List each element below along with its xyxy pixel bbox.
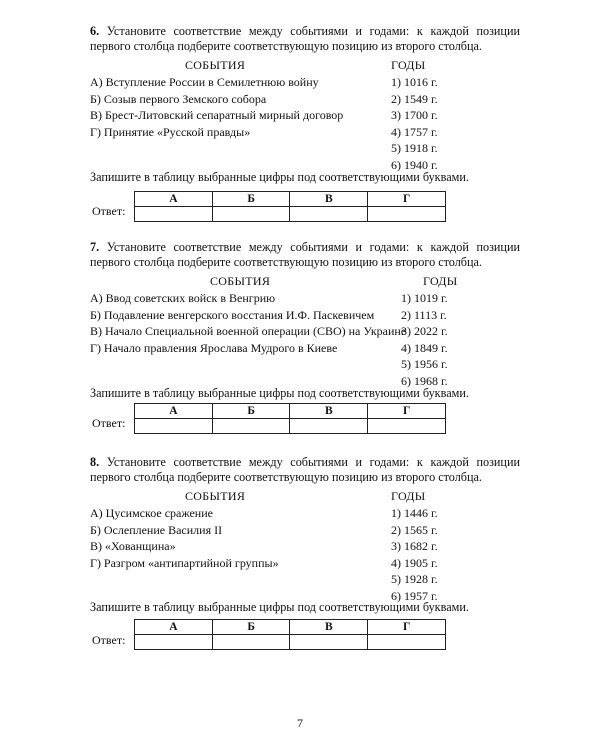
task-number: 6.: [90, 24, 100, 38]
answer-header: Б: [212, 192, 290, 207]
year-item: 3) 1682 г.: [391, 539, 438, 553]
task-7: [90, 240, 520, 430]
task-prompt: [90, 24, 520, 54]
answer-label: Ответ:: [92, 204, 126, 218]
event-item: А) Ввод советских войск в Венгрию: [90, 291, 276, 305]
answer-header: А: [135, 404, 213, 419]
years-list: [401, 290, 448, 389]
year-item: 2) 1113 г.: [401, 307, 447, 322]
answer-header: Б: [212, 620, 290, 635]
year-item: 4) 1757 г.: [391, 124, 438, 139]
year-item: 5) 1956 г.: [401, 357, 448, 371]
answer-label: Ответ:: [92, 633, 126, 647]
years-header: ГОДЫ: [423, 274, 458, 288]
year-item: 5) 1918 г.: [391, 141, 438, 155]
page-number: 7: [297, 716, 303, 730]
event-item: В) Брест-Литовский сепаратный мирный договор: [90, 108, 344, 122]
year-item: 6) 1957 г.: [391, 588, 438, 603]
year-item: 1) 1016 г.: [391, 75, 438, 89]
events-list: [90, 74, 343, 140]
answer-cell-v[interactable]: [290, 635, 368, 650]
answer-header: В: [290, 404, 368, 419]
event-item: В) «Хованщина»: [90, 539, 176, 553]
answer-table: [134, 619, 446, 650]
answer-cell-g[interactable]: [368, 419, 446, 434]
answer-cell-b[interactable]: [212, 419, 290, 434]
task-number: 7.: [90, 240, 100, 254]
year-item: 3) 1700 г.: [391, 108, 438, 122]
year-item: 1) 1446 г.: [391, 506, 438, 520]
task-text: Установите соответствие между событиями и годами: к каждой позиции первого столбца подберите соответствующую позицию из второго столбца.: [90, 24, 520, 53]
instruction: Запишите в таблицу выбранные цифры под соответствующими буквами.: [90, 386, 469, 400]
events-list: [90, 505, 279, 571]
answer-cell-a[interactable]: [135, 419, 213, 434]
year-item: 5) 1928 г.: [391, 572, 438, 586]
answer-cell-a[interactable]: [135, 635, 213, 650]
answer-header: В: [290, 620, 368, 635]
events-list: [90, 290, 406, 356]
answer-header: Г: [368, 620, 446, 635]
event-item: А) Вступление России в Семилетнюю войну: [90, 75, 319, 89]
task-text: Установите соответствие между событиями и годами: к каждой позиции первого столбца подберите соответствующую позицию из второго столбца.: [90, 455, 520, 484]
event-item: Б) Подавление венгерского восстания И.Ф. Паскевичем: [90, 307, 375, 322]
answer-table: [134, 403, 446, 434]
event-item: Г) Разгром «антипартийной группы»: [90, 555, 279, 570]
answer-header: В: [290, 192, 368, 207]
events-header: СОБЫТИЯ: [210, 274, 271, 288]
answer-header: Г: [368, 404, 446, 419]
answer-cell-g[interactable]: [368, 207, 446, 222]
year-item: 4) 1905 г.: [391, 555, 438, 570]
event-item: Г) Начало правления Ярослава Мудрого в Киеве: [90, 340, 338, 355]
answer-cell-a[interactable]: [135, 207, 213, 222]
event-item: Б) Ослепление Василия II: [90, 522, 223, 537]
event-item: Б) Созыв первого Земского собора: [90, 91, 267, 106]
year-item: 6) 1968 г.: [401, 373, 448, 388]
answer-table: [134, 191, 446, 222]
answer-cell-g[interactable]: [368, 635, 446, 650]
years-header: ГОДЫ: [391, 58, 426, 72]
instruction: Запишите в таблицу выбранные цифры под соответствующими буквами.: [90, 600, 469, 614]
year-item: 4) 1849 г.: [401, 340, 448, 355]
year-item: 6) 1940 г.: [391, 157, 438, 172]
instruction: Запишите в таблицу выбранные цифры под соответствующими буквами.: [90, 170, 469, 184]
year-item: 1) 1019 г.: [401, 291, 448, 305]
answer-header: А: [135, 620, 213, 635]
year-item: 2) 1549 г.: [391, 91, 438, 106]
events-header: СОБЫТИЯ: [185, 58, 246, 72]
event-item: В) Начало Специальной военной операции (СВО) на Украине: [90, 324, 407, 338]
answer-header: А: [135, 192, 213, 207]
matching-columns: [90, 58, 520, 170]
task-text: Установите соответствие между событиями и годами: к каждой позиции первого столбца подберите соответствующую позицию из второго столбца.: [90, 240, 520, 269]
years-header: ГОДЫ: [391, 489, 426, 503]
task-8: [90, 455, 520, 647]
answer-label: Ответ:: [92, 416, 126, 430]
answer-cell-v[interactable]: [290, 207, 368, 222]
task-number: 8.: [90, 455, 100, 469]
year-item: 3) 2022 г.: [401, 324, 448, 338]
matching-columns: [90, 274, 520, 386]
task-prompt: [90, 455, 520, 485]
event-item: А) Цусимское сражение: [90, 506, 213, 520]
year-item: 2) 1565 г.: [391, 522, 438, 537]
answer-cell-b[interactable]: [212, 635, 290, 650]
years-list: [391, 505, 438, 604]
task-prompt: [90, 240, 520, 270]
task-6: [90, 24, 520, 218]
events-header: СОБЫТИЯ: [185, 489, 246, 503]
answer-header: Г: [368, 192, 446, 207]
years-list: [391, 74, 438, 173]
answer-cell-v[interactable]: [290, 419, 368, 434]
answer-header: Б: [212, 404, 290, 419]
matching-columns: [90, 489, 520, 601]
event-item: Г) Принятие «Русской правды»: [90, 124, 251, 139]
answer-cell-b[interactable]: [212, 207, 290, 222]
